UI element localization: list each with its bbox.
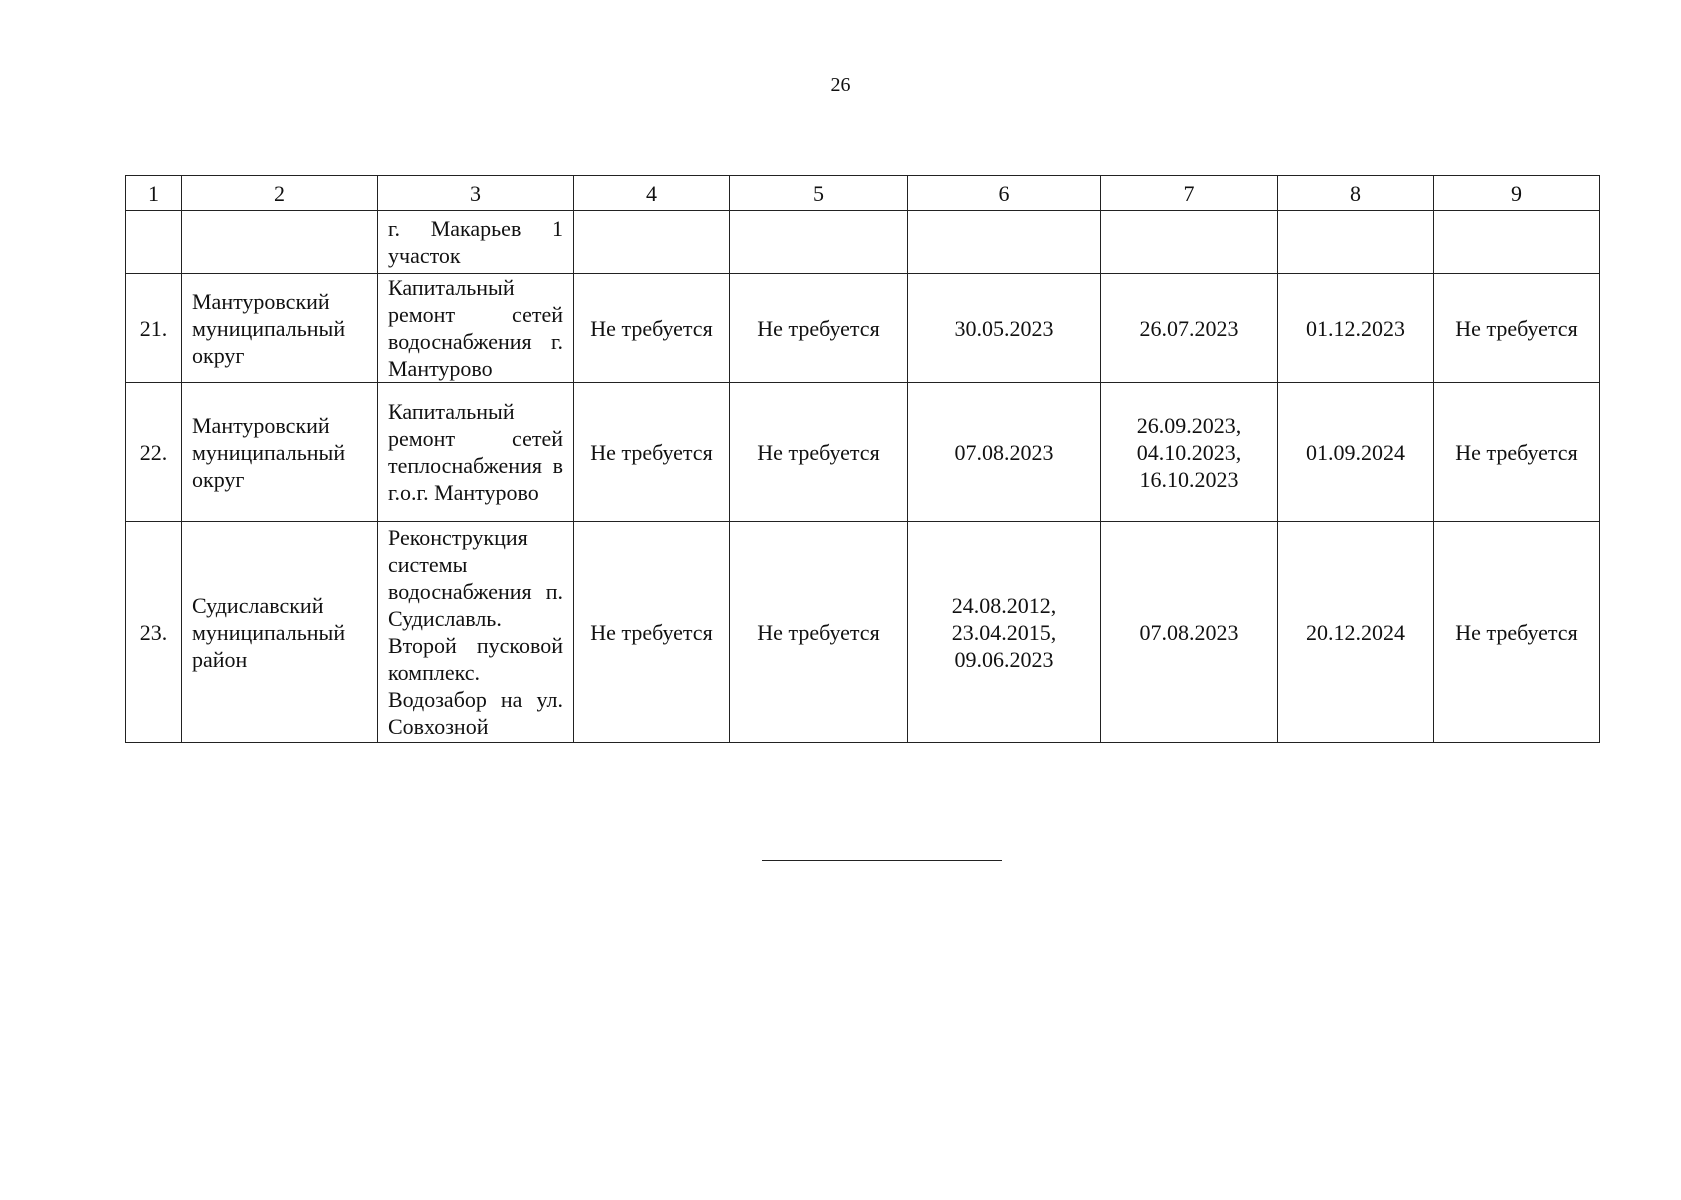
cell-col9: Не требуется <box>1434 383 1600 522</box>
header-cell: 2 <box>182 176 378 211</box>
table-cell <box>574 211 730 274</box>
table-cell <box>1101 211 1278 274</box>
date-line: 09.06.2023 <box>954 646 1054 672</box>
header-cell: 9 <box>1434 176 1600 211</box>
table-row <box>126 383 1600 522</box>
cell-col8: 20.12.2024 <box>1278 522 1434 743</box>
cell-col8: 01.12.2023 <box>1278 274 1434 383</box>
date-line: 07.08.2023 <box>1139 619 1239 645</box>
table-cell <box>126 211 182 274</box>
data-table <box>125 175 1600 743</box>
cell-col5: Не требуется <box>730 522 908 743</box>
cell-col7 <box>1101 522 1278 743</box>
header-cell: 6 <box>908 176 1101 211</box>
header-cell: 7 <box>1101 176 1278 211</box>
row-number: 22. <box>126 383 182 522</box>
table-cell <box>1434 211 1600 274</box>
row-number: 21. <box>126 274 182 383</box>
date-line: 30.05.2023 <box>954 315 1054 341</box>
municipality-cell: Судиславский муниципальный район <box>182 522 378 743</box>
cell-col9: Не требуется <box>1434 522 1600 743</box>
table-cell-object: г. Макарьев 1 участок <box>378 211 574 274</box>
header-cell: 1 <box>126 176 182 211</box>
cell-col6 <box>908 522 1101 743</box>
header-cell: 5 <box>730 176 908 211</box>
cell-col7 <box>1101 383 1278 522</box>
municipality-cell: Мантуровский муниципальный округ <box>182 383 378 522</box>
date-line: 23.04.2015, <box>951 619 1057 645</box>
object-cell: Реконструкция системы водоснабжения п. Судиславль. Второй пусковой комплекс. Водозабор на ул. Совхозной <box>378 522 574 743</box>
date-line: 26.09.2023, <box>1136 412 1242 438</box>
cell-col5: Не требуется <box>730 383 908 522</box>
object-cell: Капитальный ремонт сетей теплоснабжения в г.о.г. Мантурово <box>378 383 574 522</box>
table-row-continuation <box>126 211 1600 274</box>
object-cell: Капитальный ремонт сетей водоснабжения г. Мантурово <box>378 274 574 383</box>
header-cell: 3 <box>378 176 574 211</box>
cell-col4: Не требуется <box>574 383 730 522</box>
table-row <box>126 522 1600 743</box>
cell-col7 <box>1101 274 1278 383</box>
date-line: 16.10.2023 <box>1139 466 1239 492</box>
cell-col6 <box>908 383 1101 522</box>
cell-col4: Не требуется <box>574 522 730 743</box>
cell-col8: 01.09.2024 <box>1278 383 1434 522</box>
page-number: 26 <box>830 74 851 96</box>
municipality-cell: Мантуровский муниципальный округ <box>182 274 378 383</box>
cell-col9: Не требуется <box>1434 274 1600 383</box>
header-cell: 4 <box>574 176 730 211</box>
cell-col5: Не требуется <box>730 274 908 383</box>
table-row <box>126 274 1600 383</box>
table-cell <box>182 211 378 274</box>
cell-col6 <box>908 274 1101 383</box>
row-number: 23. <box>126 522 182 743</box>
table-cell <box>1278 211 1434 274</box>
header-row <box>126 176 1600 211</box>
date-line: 26.07.2023 <box>1139 315 1239 341</box>
date-line: 07.08.2023 <box>954 439 1054 465</box>
date-line: 24.08.2012, <box>951 592 1057 618</box>
table-cell <box>908 211 1101 274</box>
table-cell <box>730 211 908 274</box>
cell-col4: Не требуется <box>574 274 730 383</box>
date-line: 04.10.2023, <box>1136 439 1242 465</box>
footer-rule <box>762 860 1002 861</box>
header-cell: 8 <box>1278 176 1434 211</box>
